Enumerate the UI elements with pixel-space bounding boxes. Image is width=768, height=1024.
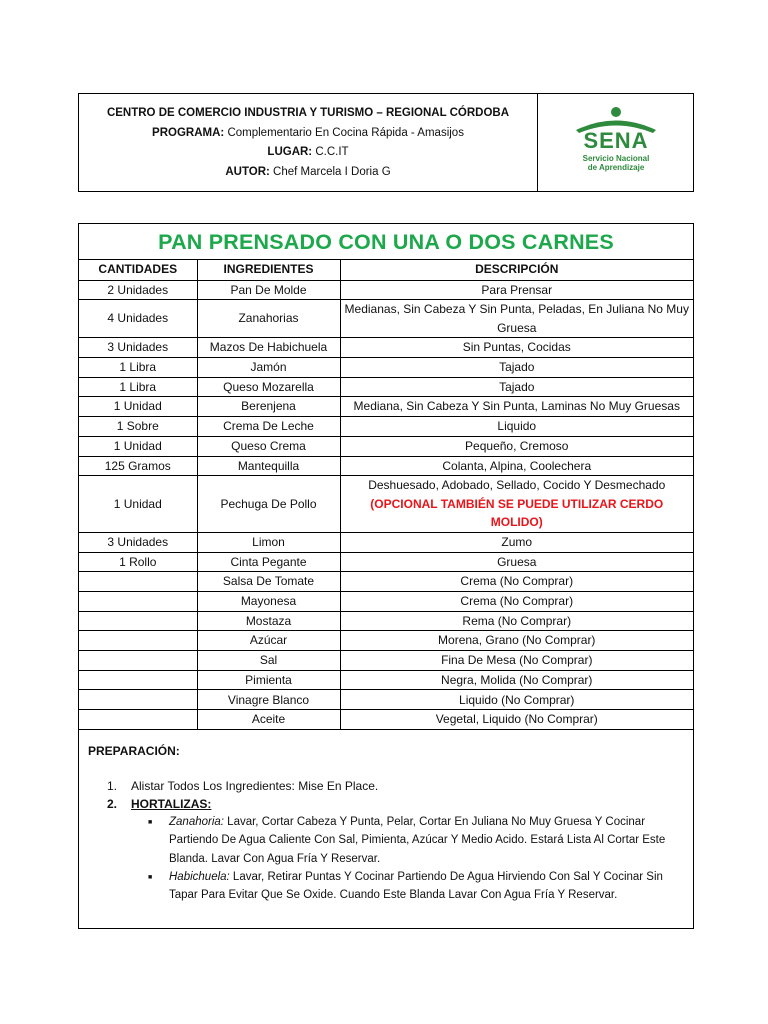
- table-row: [79, 476, 693, 533]
- quantity-cell: 1 Rollo: [79, 552, 197, 572]
- description-cell: Negra, Molida (No Comprar): [340, 670, 693, 690]
- quantity-cell: [79, 651, 197, 671]
- ingredient-cell: Sal: [197, 651, 340, 671]
- header-info: [79, 94, 538, 191]
- description-cell: Rema (No Comprar): [340, 611, 693, 631]
- ingredient-cell: Azúcar: [197, 631, 340, 651]
- svg-text:de Aprendizaje: de Aprendizaje: [587, 163, 645, 172]
- bullet-icon: ■: [148, 874, 153, 882]
- description-cell: Liquido (No Comprar): [340, 690, 693, 710]
- table-row: [79, 338, 693, 358]
- ingredients-table: [79, 260, 693, 730]
- description-cell: Deshuesado, Adobado, Sellado, Cocido Y Desmechado (OPCIONAL TAMBIÉN SE PUEDE UTILIZAR CERDO MOLIDO): [340, 476, 693, 533]
- table-row: [79, 592, 693, 612]
- autor-line: AUTOR: Chef Marcela I Doria G: [225, 165, 391, 178]
- ingredient-cell: Cinta Pegante: [197, 552, 340, 572]
- ingredient-cell: Pan De Molde: [197, 280, 340, 300]
- description-cell: Crema (No Comprar): [340, 572, 693, 592]
- description-cell: Tajado: [340, 358, 693, 378]
- quantity-cell: 3 Unidades: [79, 532, 197, 552]
- lugar-line: LUGAR: C.C.IT: [267, 146, 349, 158]
- description-cell: Morena, Grano (No Comprar): [340, 631, 693, 651]
- table-row: [79, 377, 693, 397]
- ingredient-cell: Jamón: [197, 358, 340, 378]
- description-cell: Crema (No Comprar): [340, 592, 693, 612]
- description-cell: Liquido: [340, 417, 693, 437]
- column-header-ingredientes: INGREDIENTES: [197, 260, 340, 280]
- table-row: [79, 670, 693, 690]
- table-row: [79, 280, 693, 300]
- quantity-cell: [79, 631, 197, 651]
- ingredient-cell: Aceite: [197, 710, 340, 730]
- optional-note: (OPCIONAL TAMBIÉN SE PUEDE UTILIZAR CERDO MOLIDO): [370, 496, 664, 530]
- ingredient-cell: Mantequilla: [197, 456, 340, 476]
- column-header-descripcion: DESCRIPCIÓN: [340, 260, 693, 280]
- quantity-cell: 1 Libra: [79, 358, 197, 378]
- document-header: [78, 93, 694, 192]
- sena-logo: [568, 105, 664, 177]
- description-cell: Tajado: [340, 377, 693, 397]
- quantity-cell: 3 Unidades: [79, 338, 197, 358]
- ingredient-cell: Crema De Leche: [197, 417, 340, 437]
- ingredient-cell: Salsa De Tomate: [197, 572, 340, 592]
- quantity-cell: [79, 592, 197, 612]
- programa-line: PROGRAMA: Complementario En Cocina Rápida - Amasijos: [152, 126, 464, 139]
- description-cell: Mediana, Sin Cabeza Y Sin Punta, Laminas No Muy Gruesas: [340, 397, 693, 417]
- bullet-icon: ■: [148, 818, 153, 826]
- table-header-row: [79, 260, 693, 280]
- table-row: [79, 552, 693, 572]
- table-row: [79, 572, 693, 592]
- description-cell: Medianas, Sin Cabeza Y Sin Punta, Peladas, En Juliana No Muy Gruesa: [340, 300, 693, 338]
- table-row: [79, 417, 693, 437]
- quantity-cell: [79, 611, 197, 631]
- list-item-zanahoria: ■ Zanahoria: Lavar, Cortar Cabeza Y Punta, Pelar, Cortar En Juliana No Muy Gruesa Y Cocinar Partiendo De Agua Caliente Con Sal, Pimienta, Azúcar Y Medio Acido. Estará Lista Al Cortar Este Blanda. Lavar Con Agua Fría Y Reservar.: [148, 813, 684, 868]
- table-row: [79, 710, 693, 730]
- description-cell: Colanta, Alpina, Coolechera: [340, 456, 693, 476]
- preparation-step-2: 2. HORTALIZAS:: [107, 796, 212, 811]
- description-cell: Vegetal, Liquido (No Comprar): [340, 710, 693, 730]
- quantity-cell: 1 Unidad: [79, 436, 197, 456]
- ingredient-cell: Queso Mozarella: [197, 377, 340, 397]
- quantity-cell: 1 Sobre: [79, 417, 197, 437]
- column-header-cantidades: CANTIDADES: [79, 260, 197, 280]
- quantity-cell: 1 Unidad: [79, 397, 197, 417]
- quantity-cell: [79, 572, 197, 592]
- description-cell: Pequeño, Cremoso: [340, 436, 693, 456]
- ingredient-cell: Mostaza: [197, 611, 340, 631]
- quantity-cell: [79, 710, 197, 730]
- ingredient-cell: Berenjena: [197, 397, 340, 417]
- quantity-cell: 4 Unidades: [79, 300, 197, 338]
- quantity-cell: [79, 670, 197, 690]
- table-row: [79, 690, 693, 710]
- quantity-cell: 125 Gramos: [79, 456, 197, 476]
- logo-cell: [538, 94, 693, 191]
- ingredient-cell: Queso Crema: [197, 436, 340, 456]
- description-cell: Sin Puntas, Cocidas: [340, 338, 693, 358]
- preparation-step-1: 1. Alistar Todos Los Ingredientes: Mise En Place.: [107, 778, 379, 793]
- recipe-document: [78, 223, 694, 929]
- table-row: [79, 300, 693, 338]
- quantity-cell: 2 Unidades: [79, 280, 197, 300]
- list-item-habichuela: ■ Habichuela: Lavar, Retirar Puntas Y Cocinar Partiendo De Agua Hirviendo Con Sal Y Cocinar Sin Tapar Para Evitar Que Se Oxide. Cuando Este Blanda Lavar Con Agua Fría Y Reservar.: [148, 868, 684, 905]
- ingredient-cell: Mayonesa: [197, 592, 340, 612]
- ingredient-cell: Vinagre Blanco: [197, 690, 340, 710]
- ingredient-cell: Mazos De Habichuela: [197, 338, 340, 358]
- table-row: [79, 631, 693, 651]
- svg-text:Servicio Nacional: Servicio Nacional: [582, 154, 650, 163]
- preparation-title: PREPARACIÓN:: [88, 743, 180, 758]
- quantity-cell: 1 Libra: [79, 377, 197, 397]
- description-cell: Zumo: [340, 532, 693, 552]
- description-cell: Para Prensar: [340, 280, 693, 300]
- table-row: [79, 532, 693, 552]
- table-row: [79, 397, 693, 417]
- table-row: [79, 358, 693, 378]
- ingredient-cell: Pimienta: [197, 670, 340, 690]
- recipe-title: PAN PRENSADO CON UNA O DOS CARNES: [79, 224, 693, 260]
- description-cell: Fina De Mesa (No Comprar): [340, 651, 693, 671]
- description-cell: Gruesa: [340, 552, 693, 572]
- institution-name: CENTRO DE COMERCIO INDUSTRIA Y TURISMO – REGIONAL CÓRDOBA: [106, 107, 510, 119]
- ingredient-cell: Pechuga De Pollo: [197, 476, 340, 533]
- table-row: [79, 436, 693, 456]
- table-row: [79, 611, 693, 631]
- quantity-cell: [79, 690, 197, 710]
- quantity-cell: 1 Unidad: [79, 476, 197, 533]
- ingredient-cell: Limon: [197, 532, 340, 552]
- table-row: [79, 651, 693, 671]
- table-row: [79, 456, 693, 476]
- svg-text:SENA: SENA: [583, 128, 649, 153]
- preparation-section: [79, 730, 693, 905]
- ingredient-cell: Zanahorias: [197, 300, 340, 338]
